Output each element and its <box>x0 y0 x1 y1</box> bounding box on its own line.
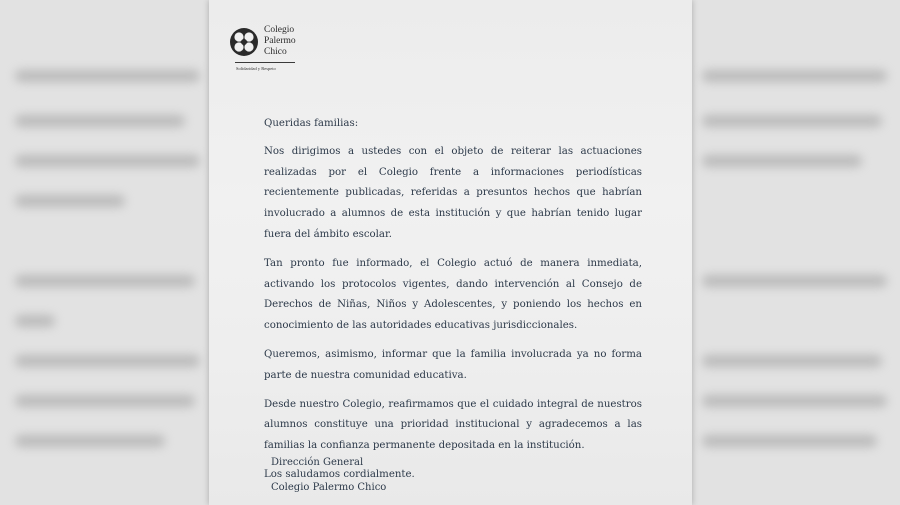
logo-school-name <box>264 25 296 58</box>
letter-paragraph: Tan pronto fue informado, el Colegio actuó de manera inmediata, activando los protocolos vigentes, dando intervención al Consejo de Derechos de Niñas, Niños y Adolescentes, y poniendo los hechos en conocimiento de las autoridades educativas jurisdiccionales. <box>264 257 642 332</box>
letter-page <box>209 0 692 505</box>
signature-department: Dirección General <box>271 457 364 468</box>
letter-body <box>264 114 642 486</box>
signature-school: Colegio Palermo Chico <box>271 482 387 493</box>
letter-salutation: Queridas familias: <box>264 118 359 129</box>
letter-paragraph: Queremos, asimismo, informar que la familia involucrada ya no forma parte de nuestra comunidad educativa. <box>264 348 642 381</box>
logo-name-line: Colegio <box>264 25 295 35</box>
letter-paragraph: Desde nuestro Colegio, reafirmamos que el cuidado integral de nuestros alumnos constituye una prioridad institucional y agradecemos a las familias la confianza permanente depositada en la institución. <box>264 398 642 452</box>
letter-paragraph: Nos dirigimos a ustedes con el objeto de reiterar las actuaciones realizadas por el Colegio frente a informaciones periodísticas recientemente publicadas, referidas a presuntos hechos que habrían involucrado a alumnos de esta institución y que habrían tenido lugar fuera del ámbito escolar. <box>264 145 642 240</box>
blurred-background-left <box>0 0 209 505</box>
logo-divider <box>235 62 295 63</box>
letter-signature <box>271 450 386 500</box>
letter-signoff: Los saludamos cordialmente. <box>264 468 415 480</box>
logo-motto: Solidaridad y Respeto <box>236 66 276 71</box>
logo-name-line: Palermo <box>264 36 296 46</box>
quatrefoil-emblem-icon <box>229 27 259 57</box>
school-logo <box>229 22 319 82</box>
blurred-background-right <box>692 0 900 505</box>
logo-name-line: Chico <box>264 47 287 57</box>
